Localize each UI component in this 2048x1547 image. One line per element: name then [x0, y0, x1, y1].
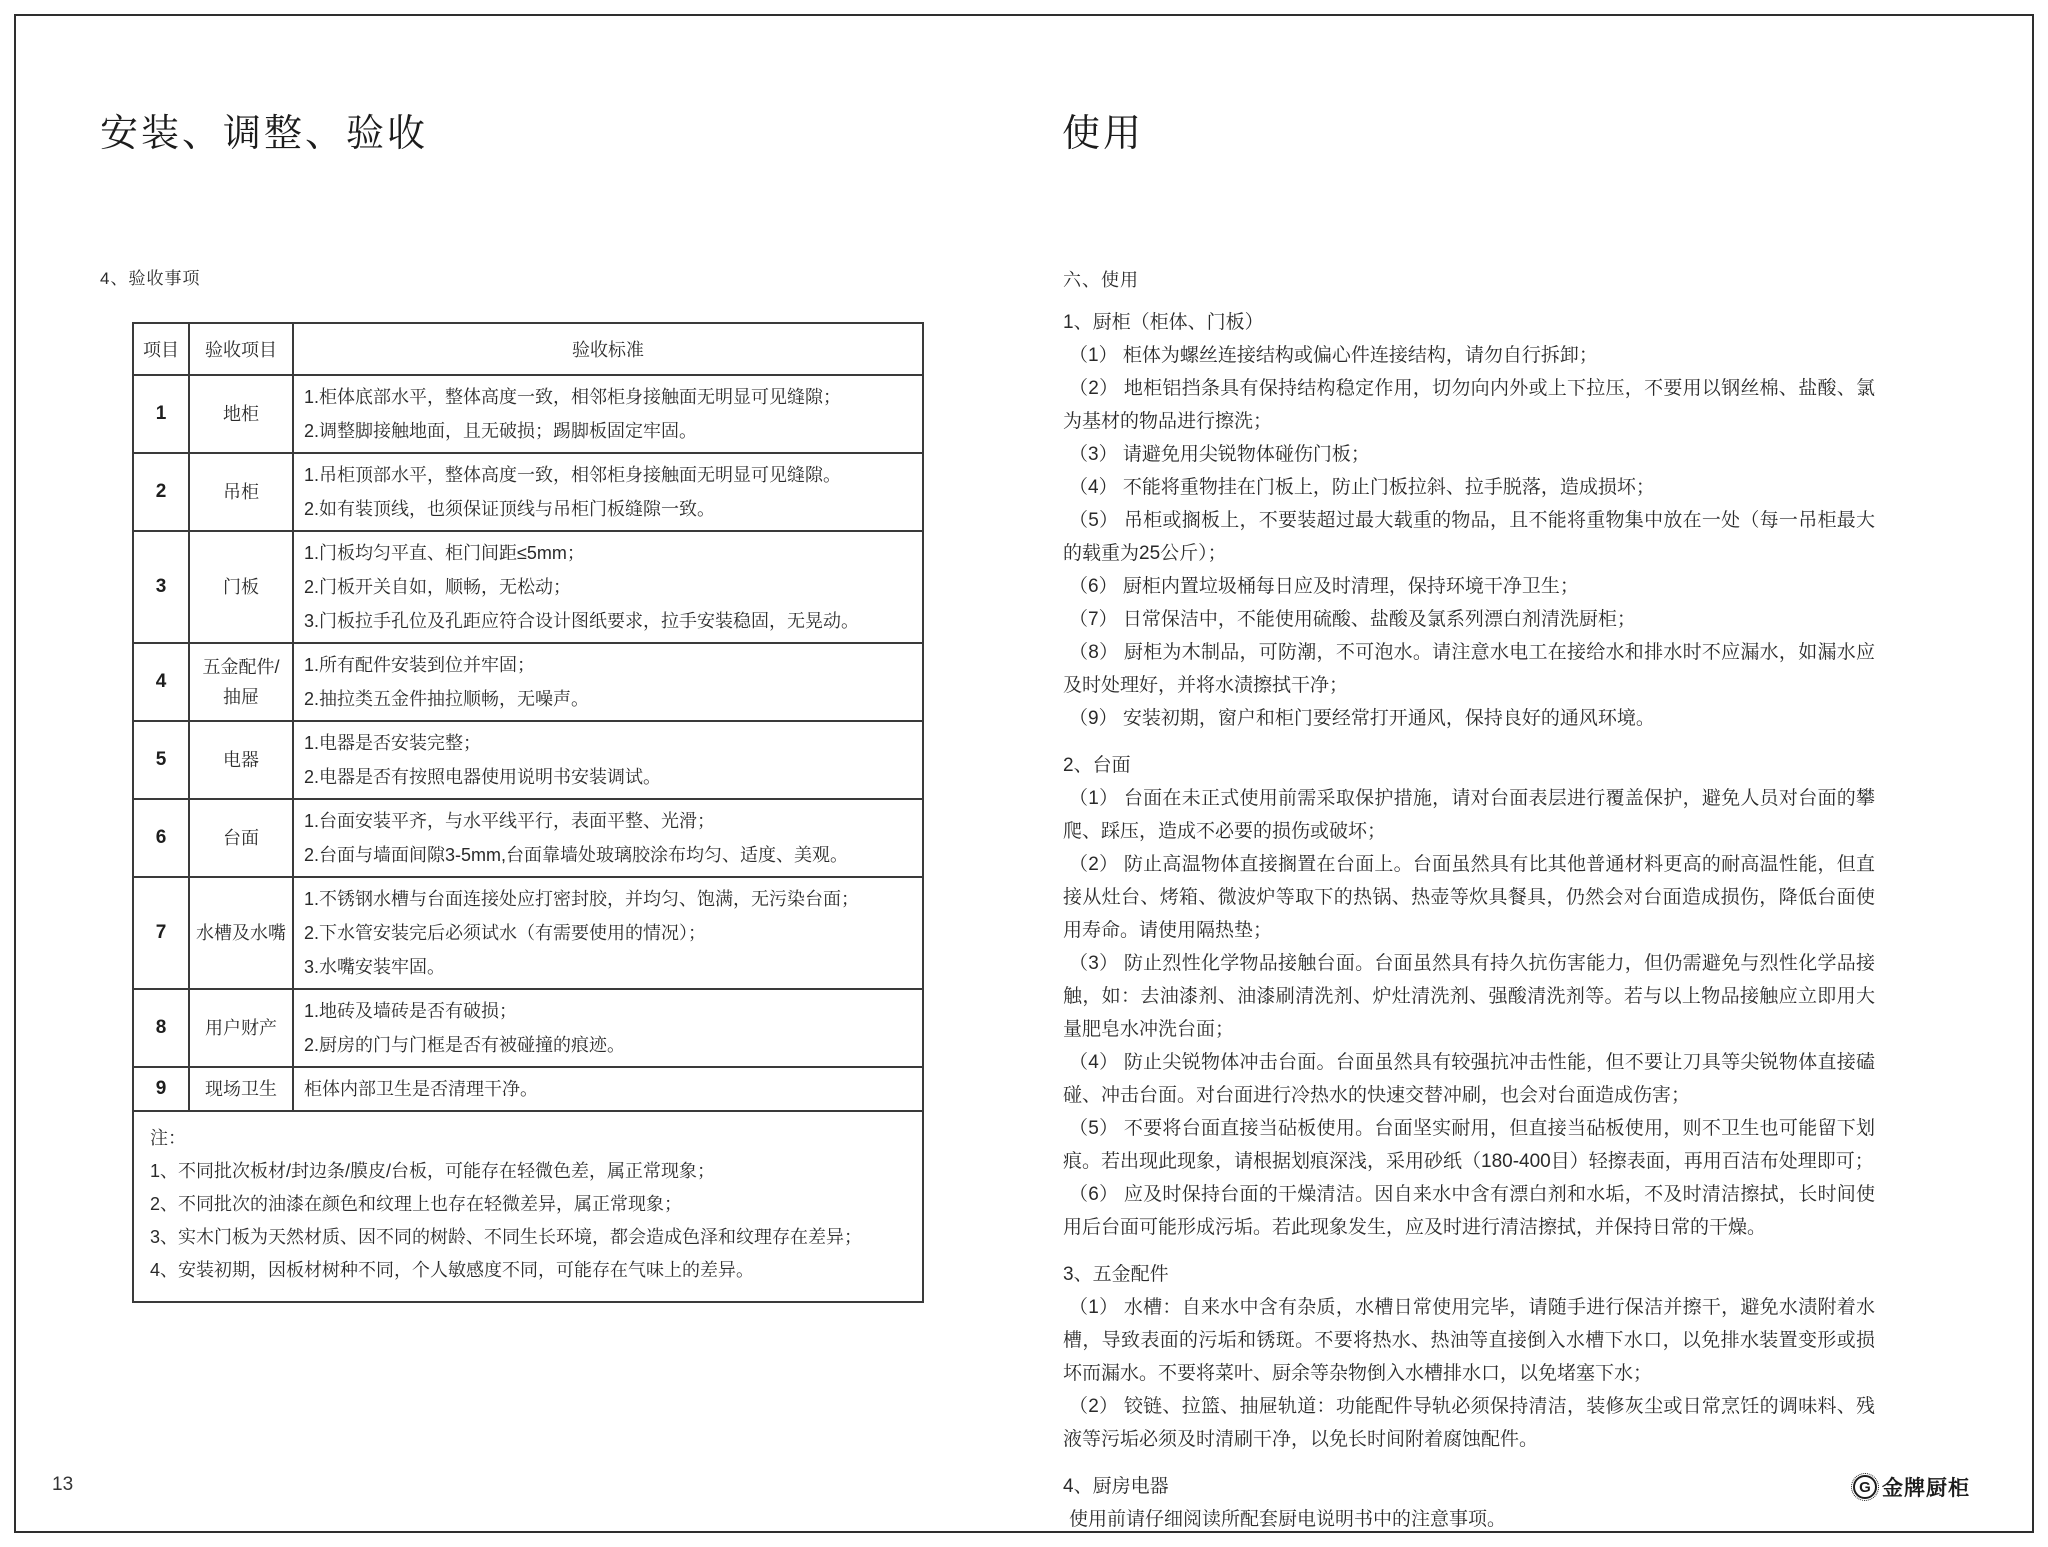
usage-item: （1） 水槽：自来水中含有杂质，水槽日常使用完毕，请随手进行保洁并擦干，避免水渍附着水槽，导致表面的污垢和锈斑。不要将热水、热油等直接倒入水槽下水口，以免排水装置变形或损坏而漏水。不要将菜叶、厨余等杂物倒入水槽排水口，以免堵塞下水；: [1063, 1297, 1875, 1384]
item-name-cell: [189, 643, 293, 721]
usage-item: （9） 安装初期，窗户和柜门要经常打开通风，保持良好的通风环境。: [1069, 708, 1655, 729]
criteria-line: 1.所有配件安装到位并牢固；: [304, 655, 536, 675]
item-name-line: 现场卫生: [205, 1079, 277, 1099]
notes-list: [150, 1155, 906, 1287]
usage-section-label: 六、使用: [1063, 270, 1139, 290]
usage-group-heading: 4、厨房电器: [1063, 1476, 1169, 1497]
table-row: [133, 989, 923, 1067]
usage-item: （4） 不能将重物挂在门板上，防止门板拉斜、拉手脱落，造成损坏；: [1069, 477, 1655, 498]
usage-group-heading: 3、五金配件: [1063, 1264, 1169, 1285]
item-name-cell: [189, 799, 293, 877]
note-item: 2、不同批次的油漆在颜色和纹理上也存在轻微差异，属正常现象；: [150, 1194, 683, 1214]
brand-name: 金牌厨柜: [1882, 1477, 1970, 1500]
item-number-cell: 2: [133, 453, 189, 531]
criteria-line: 1.电器是否安装完整；: [304, 733, 482, 753]
item-name-line: 电器: [223, 750, 259, 770]
item-name-line: 五金配件/: [202, 657, 280, 677]
acceptance-section-label: 4、验收事项: [100, 269, 201, 288]
brand-logo: [1853, 1472, 1970, 1502]
criteria-line: 1.门板均匀平直、柜门间距≤5mm；: [304, 543, 585, 563]
item-number-cell: 6: [133, 799, 189, 877]
note-item: 3、实木门板为天然材质、因不同的树龄、不同生长环境，都会造成色泽和纹理存在差异；: [150, 1227, 863, 1247]
usage-group-heading: 1、厨柜（柜体、门板）: [1063, 312, 1264, 333]
brand-g-icon: G: [1853, 1475, 1877, 1499]
criteria-line: 2.门板开关自如，顺畅，无松动；: [304, 577, 572, 597]
criteria-line: 2.台面与墙面间隙3-5mm,台面靠墙处玻璃胶涂布均匀、适度、美观。: [304, 845, 849, 865]
criteria-line: 2.厨房的门与门框是否有被碰撞的痕迹。: [304, 1035, 626, 1055]
usage-group: [1063, 1470, 1875, 1536]
item-name-cell: [189, 989, 293, 1067]
usage-item: （5） 不要将台面直接当砧板使用。台面坚实耐用，但直接当砧板使用，则不卫生也可能留下划痕。若出现此现象，请根据划痕深浅，采用砂纸（180-400目）轻擦表面，再用百洁布处理即可；: [1063, 1118, 1875, 1172]
usage-groups: [1063, 306, 1875, 1536]
item-name-line: 用户财产: [205, 1018, 277, 1038]
usage-item: （3） 防止烈性化学物品接触台面。台面虽然具有持久抗伤害能力，但仍需避免与烈性化学品接触，如：去油漆剂、油漆刷清洗剂、炉灶清洗剂、强酸清洗剂等。若与以上物品接触应立即用大量肥皂水冲洗台面；: [1063, 953, 1875, 1040]
item-name-cell: [189, 531, 293, 643]
usage-item: 使用前请仔细阅读所配套厨电说明书中的注意事项。: [1069, 1509, 1507, 1530]
usage-item: （8） 厨柜为木制品，可防潮，不可泡水。请注意水电工在接给水和排水时不应漏水，如漏水应及时处理好，并将水渍擦拭干净；: [1063, 642, 1875, 696]
criteria-line: 1.吊柜顶部水平，整体高度一致，相邻柜身接触面无明显可见缝隙。: [304, 465, 842, 485]
criteria-cell: [293, 1067, 923, 1111]
criteria-line: 1.台面安装平齐，与水平线平行，表面平整、光滑；: [304, 811, 716, 831]
note-item: 4、安装初期，因板材树种不同，个人敏感度不同，可能存在气味上的差异。: [150, 1260, 755, 1280]
criteria-line: 3.门板拉手孔位及孔距应符合设计图纸要求，拉手安装稳固，无晃动。: [304, 611, 860, 631]
item-name-line: 吊柜: [223, 482, 259, 502]
criteria-line: 3.水嘴安装牢固。: [304, 957, 446, 977]
usage-item: （6） 厨柜内置垃圾桶每日应及时清理，保持环境干净卫生；: [1069, 576, 1579, 597]
usage-item: （2） 铰链、拉篮、抽屉轨道：功能配件导轨必须保持清洁，装修灰尘或日常烹饪的调味料、残液等污垢必须及时清刷干净，以免长时间附着腐蚀配件。: [1063, 1396, 1875, 1450]
criteria-line: 2.如有装顶线，也须保证顶线与吊柜门板缝隙一致。: [304, 499, 716, 519]
table-row: [133, 643, 923, 721]
criteria-line: 1.柜体底部水平，整体高度一致，相邻柜身接触面无明显可见缝隙；: [304, 387, 842, 407]
page-number: 13: [52, 1474, 74, 1495]
item-name-cell: [189, 721, 293, 799]
header-item-no: 项目: [133, 323, 189, 375]
usage-item: （1） 柜体为螺丝连接结构或偏心件连接结构，请勿自行拆卸；: [1069, 345, 1598, 366]
page-title-use: 使用: [1062, 113, 1145, 155]
item-number-cell: 7: [133, 877, 189, 989]
item-number-cell: 5: [133, 721, 189, 799]
criteria-line: 2.抽拉类五金件抽拉顺畅，无噪声。: [304, 689, 590, 709]
criteria-cell: [293, 721, 923, 799]
item-name-line: 地柜: [223, 404, 259, 424]
criteria-cell: [293, 799, 923, 877]
acceptance-table: [132, 322, 924, 1303]
item-name-cell: [189, 1067, 293, 1111]
table-row: [133, 721, 923, 799]
notes-row: [133, 1111, 923, 1302]
item-name-line: 水槽及水嘴: [196, 923, 286, 943]
criteria-cell: [293, 989, 923, 1067]
criteria-cell: [293, 643, 923, 721]
item-name-cell: [189, 453, 293, 531]
criteria-line: 柜体内部卫生是否清理干净。: [304, 1079, 538, 1099]
item-number-cell: 1: [133, 375, 189, 453]
usage-group-heading: 2、台面: [1063, 755, 1131, 776]
table-row: [133, 453, 923, 531]
usage-item: （4） 防止尖锐物体冲击台面。台面虽然具有较强抗冲击性能，但不要让刀具等尖锐物体直接磕碰、冲击台面。对台面进行冷热水的快速交替冲刷，也会对台面造成伤害；: [1063, 1052, 1875, 1106]
usage-group: [1063, 306, 1875, 735]
criteria-cell: [293, 453, 923, 531]
notes-label: 注：: [150, 1128, 186, 1148]
criteria-cell: [293, 375, 923, 453]
header-acceptance-standard: 验收标准: [293, 323, 923, 375]
usage-item: （2） 防止高温物体直接搁置在台面上。台面虽然具有比其他普通材料更高的耐高温性能，但直接从灶台、烤箱、微波炉等取下的热锅、热壶等炊具餐具，仍然会对台面造成损伤，降低台面使用寿命。请使用隔热垫；: [1063, 854, 1875, 941]
item-name-line: 台面: [223, 828, 259, 848]
item-name-line: 抽屉: [223, 687, 259, 707]
notes-cell: [133, 1111, 923, 1302]
criteria-line: 1.不锈钢水槽与台面连接处应打密封胶，并均匀、饱满，无污染台面；: [304, 889, 860, 909]
table-row: [133, 375, 923, 453]
criteria-line: 1.地砖及墙砖是否有破损；: [304, 1001, 518, 1021]
item-number-cell: 4: [133, 643, 189, 721]
table-row: [133, 799, 923, 877]
usage-item: （6） 应及时保持台面的干燥清洁。因自来水中含有漂白剂和水垢，不及时清洁擦拭，长时间使用后台面可能形成污垢。若此现象发生，应及时进行清洁擦拭，并保持日常的干燥。: [1063, 1184, 1875, 1238]
criteria-cell: [293, 531, 923, 643]
item-number-cell: 9: [133, 1067, 189, 1111]
item-number-cell: 8: [133, 989, 189, 1067]
table-row: [133, 531, 923, 643]
item-name-cell: [189, 375, 293, 453]
usage-body: [1063, 266, 1875, 1536]
item-name-line: 门板: [223, 577, 259, 597]
criteria-line: 2.调整脚接触地面，且无破损；踢脚板固定牢固。: [304, 421, 698, 441]
criteria-cell: [293, 877, 923, 989]
table-row: [133, 877, 923, 989]
note-item: 1、不同批次板材/封边条/膜皮/台板，可能存在轻微色差，属正常现象；: [150, 1161, 716, 1181]
table-header-row: [133, 323, 923, 375]
usage-item: （5） 吊柜或搁板上，不要装超过最大载重的物品，且不能将重物集中放在一处（每一吊柜最大的载重为25公斤）；: [1063, 510, 1875, 564]
usage-item: （1） 台面在未正式使用前需采取保护措施，请对台面表层进行覆盖保护，避免人员对台面的攀爬、踩压，造成不必要的损伤或破坏；: [1063, 788, 1875, 842]
usage-item: （3） 请避免用尖锐物体碰伤门板；: [1069, 444, 1370, 465]
criteria-line: 2.电器是否有按照电器使用说明书安装调试。: [304, 767, 662, 787]
usage-item: （7） 日常保洁中，不能使用硫酸、盐酸及氯系列漂白剂清洗厨柜；: [1069, 609, 1636, 630]
item-number-cell: 3: [133, 531, 189, 643]
item-name-cell: [189, 877, 293, 989]
usage-item: （2） 地柜铝挡条具有保持结构稳定作用，切勿向内外或上下拉压，不要用以钢丝棉、盐酸、氯为基材的物品进行擦洗；: [1063, 378, 1875, 432]
table-row: [133, 1067, 923, 1111]
usage-group: [1063, 749, 1875, 1244]
page-title-install: 安装、调整、验收: [100, 113, 429, 155]
header-acceptance-item: 验收项目: [189, 323, 293, 375]
criteria-line: 2.下水管安装完后必须试水（有需要使用的情况）；: [304, 923, 707, 943]
usage-group: [1063, 1258, 1875, 1456]
